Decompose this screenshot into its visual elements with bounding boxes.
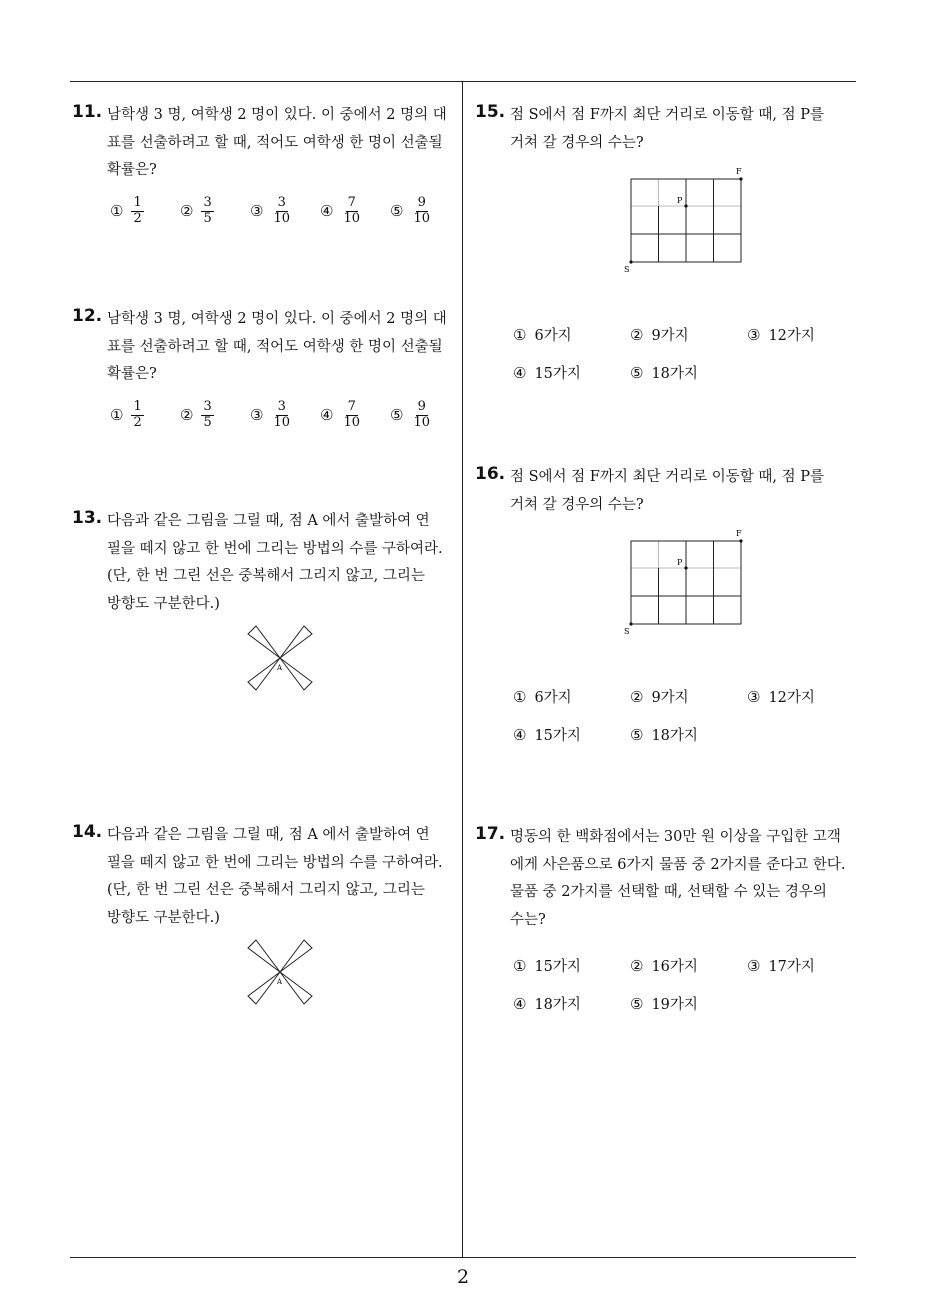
numerator: 3 — [203, 399, 212, 414]
question-line: 방향도 구분한다.) — [107, 595, 220, 612]
top-rule — [70, 81, 856, 82]
bottom-rule — [70, 1257, 856, 1258]
q12-option-5[interactable] — [390, 400, 432, 431]
numerator: 7 — [347, 195, 356, 210]
question-line: 방향도 구분한다.) — [107, 909, 220, 926]
option-mark: ① — [513, 325, 527, 344]
denominator: 10 — [343, 414, 360, 430]
denominator: 10 — [273, 210, 290, 226]
q17-option-3[interactable] — [747, 955, 815, 976]
option-text: 17가지 — [768, 959, 815, 975]
option-text: 6가지 — [534, 690, 572, 706]
question-number: 12. — [72, 306, 103, 326]
option-mark: ⑤ — [390, 202, 404, 221]
question-line: 점 S에서 점 F까지 최단 거리로 이동할 때, 점 P를 — [510, 469, 824, 485]
fraction — [341, 196, 362, 227]
option-mark: ④ — [513, 994, 527, 1013]
fraction — [271, 400, 292, 431]
option-mark: ① — [110, 406, 124, 425]
denominator: 10 — [273, 414, 290, 430]
fraction — [131, 196, 143, 227]
numerator: 9 — [417, 399, 426, 414]
option-mark: ③ — [747, 687, 761, 706]
q11-option-3[interactable] — [250, 196, 292, 227]
fraction — [271, 196, 292, 227]
figure-label: A — [277, 664, 283, 672]
option-mark: ④ — [513, 363, 527, 382]
numerator: 3 — [277, 399, 286, 414]
question-text — [510, 102, 824, 157]
denominator: 10 — [413, 210, 430, 226]
q15-option-2[interactable] — [630, 324, 689, 345]
q11-option-1[interactable] — [110, 196, 144, 227]
option-text: 15가지 — [534, 728, 581, 744]
figure-label: A — [277, 978, 283, 986]
option-text: 18가지 — [651, 728, 698, 744]
numerator: 9 — [417, 195, 426, 210]
question-line: (단, 한 번 그린 선은 중복해서 그리지 않고, 그리는 — [107, 568, 425, 584]
denominator: 5 — [203, 414, 212, 430]
option-mark: ② — [180, 406, 194, 425]
option-mark: ④ — [320, 202, 334, 221]
option-mark: ② — [630, 325, 644, 344]
option-text: 9가지 — [651, 328, 689, 344]
option-mark: ④ — [320, 406, 334, 425]
q11-option-2[interactable] — [180, 196, 214, 227]
numerator: 3 — [277, 195, 286, 210]
question-line: (단, 한 번 그린 선은 중복해서 그리지 않고, 그리는 — [107, 882, 425, 898]
option-text: 6가지 — [534, 328, 572, 344]
question-text — [107, 508, 443, 618]
question-number: 11. — [72, 102, 103, 122]
fraction — [341, 400, 362, 431]
option-mark: ⑤ — [630, 725, 644, 744]
option-mark: ⑤ — [630, 994, 644, 1013]
end-label: F — [736, 167, 742, 176]
q11-option-5[interactable] — [390, 196, 432, 227]
option-text: 9가지 — [651, 690, 689, 706]
numerator: 7 — [347, 399, 356, 414]
fraction — [131, 400, 143, 431]
question-line: 남학생 3 명, 여학생 2 명이 있다. 이 중에서 2 명의 대 — [107, 107, 447, 123]
question-15 — [475, 102, 860, 162]
q14-bowtie-figure — [240, 934, 320, 1010]
q11-option-4[interactable] — [320, 196, 362, 227]
question-text — [510, 824, 845, 934]
fraction — [411, 400, 432, 431]
question-line: 명동의 한 백화점에서는 30만 원 이상을 구입한 고객 — [510, 829, 841, 845]
question-line: 표를 선출하려고 할 때, 적어도 여학생 한 명이 선출될 — [107, 134, 443, 151]
option-mark: ① — [513, 956, 527, 975]
question-number: 13. — [72, 508, 103, 528]
question-17 — [475, 824, 860, 939]
start-label: S — [624, 265, 630, 274]
fraction — [201, 196, 213, 227]
q12-option-2[interactable] — [180, 400, 214, 431]
option-mark: ⑤ — [630, 363, 644, 382]
question-line: 점 S에서 점 F까지 최단 거리로 이동할 때, 점 P를 — [510, 107, 824, 123]
q17-option-5[interactable] — [630, 993, 698, 1014]
q12-option-4[interactable] — [320, 400, 362, 431]
question-line: 표를 선출하려고 할 때, 적어도 여학생 한 명이 선출될 — [107, 338, 443, 355]
option-mark: ② — [180, 202, 194, 221]
numerator: 1 — [133, 195, 142, 210]
question-text — [107, 102, 447, 185]
q17-option-2[interactable] — [630, 955, 698, 976]
question-line: 필을 떼지 않고 한 번에 그리는 방법의 수를 구하여라. — [107, 854, 443, 871]
q15-option-4[interactable] — [513, 362, 581, 383]
denominator: 10 — [413, 414, 430, 430]
fraction — [411, 196, 432, 227]
via-label: P — [677, 196, 683, 205]
q12-option-3[interactable] — [250, 400, 292, 431]
question-14 — [72, 822, 457, 942]
q16-option-2[interactable] — [630, 686, 689, 707]
q16-grid-figure — [618, 524, 753, 636]
start-label: S — [624, 627, 630, 636]
end-label: F — [736, 529, 742, 538]
denominator: 2 — [133, 414, 142, 430]
option-mark: ③ — [747, 956, 761, 975]
denominator: 2 — [133, 210, 142, 226]
q16-option-3[interactable] — [747, 686, 815, 707]
q15-option-1[interactable] — [513, 324, 572, 345]
numerator: 1 — [133, 399, 142, 414]
question-line: 거쳐 갈 경우의 수는? — [510, 134, 644, 151]
question-line: 거쳐 갈 경우의 수는? — [510, 496, 644, 513]
option-mark: ② — [630, 687, 644, 706]
q15-grid-figure — [618, 162, 753, 274]
option-text: 12가지 — [768, 328, 815, 344]
question-line: 수는? — [510, 911, 546, 928]
q16-option-5[interactable] — [630, 724, 698, 745]
option-mark: ③ — [250, 202, 264, 221]
question-line: 물품 중 2가지를 선택할 때, 선택할 수 있는 경우의 — [510, 884, 827, 900]
q17-option-1[interactable] — [513, 955, 581, 976]
option-text: 16가지 — [651, 959, 698, 975]
question-line: 확률은? — [107, 366, 157, 382]
question-text — [107, 822, 443, 932]
q15-option-5[interactable] — [630, 362, 698, 383]
option-mark: ① — [110, 202, 124, 221]
question-number: 16. — [475, 464, 506, 484]
column-divider — [462, 82, 463, 1257]
via-label: P — [677, 558, 683, 567]
option-text: 18가지 — [651, 366, 698, 382]
q16-option-1[interactable] — [513, 686, 572, 707]
q16-option-4[interactable] — [513, 724, 581, 745]
question-line: 남학생 3 명, 여학생 2 명이 있다. 이 중에서 2 명의 대 — [107, 311, 447, 327]
option-mark: ④ — [513, 725, 527, 744]
option-mark: ③ — [250, 406, 264, 425]
option-text: 18가지 — [534, 997, 581, 1013]
question-16 — [475, 464, 860, 524]
option-mark: ② — [630, 956, 644, 975]
option-text: 15가지 — [534, 366, 581, 382]
question-text — [107, 306, 447, 389]
q13-bowtie-figure — [240, 620, 320, 696]
question-13 — [72, 508, 457, 628]
denominator: 5 — [203, 210, 212, 226]
option-mark: ① — [513, 687, 527, 706]
question-number: 15. — [475, 102, 506, 122]
option-mark: ⑤ — [390, 406, 404, 425]
option-text: 15가지 — [534, 959, 581, 975]
option-mark: ③ — [747, 325, 761, 344]
question-text — [510, 464, 824, 519]
q15-option-3[interactable] — [747, 324, 815, 345]
denominator: 10 — [343, 210, 360, 226]
question-line: 에게 사은품으로 6가지 물품 중 2가지를 준다고 한다. — [510, 856, 846, 873]
question-line: 다음과 같은 그림을 그릴 때, 점 A 에서 출발하여 연 — [107, 827, 430, 843]
question-number: 14. — [72, 822, 103, 842]
numerator: 3 — [203, 195, 212, 210]
q17-option-4[interactable] — [513, 993, 581, 1014]
option-text: 19가지 — [651, 997, 698, 1013]
question-line: 필을 떼지 않고 한 번에 그리는 방법의 수를 구하여라. — [107, 540, 443, 557]
fraction — [201, 400, 213, 431]
question-line: 다음과 같은 그림을 그릴 때, 점 A 에서 출발하여 연 — [107, 513, 430, 529]
option-text: 12가지 — [768, 690, 815, 706]
q12-option-1[interactable] — [110, 400, 144, 431]
question-line: 확률은? — [107, 162, 157, 178]
page-number: 2 — [456, 1266, 470, 1288]
question-number: 17. — [475, 824, 506, 844]
